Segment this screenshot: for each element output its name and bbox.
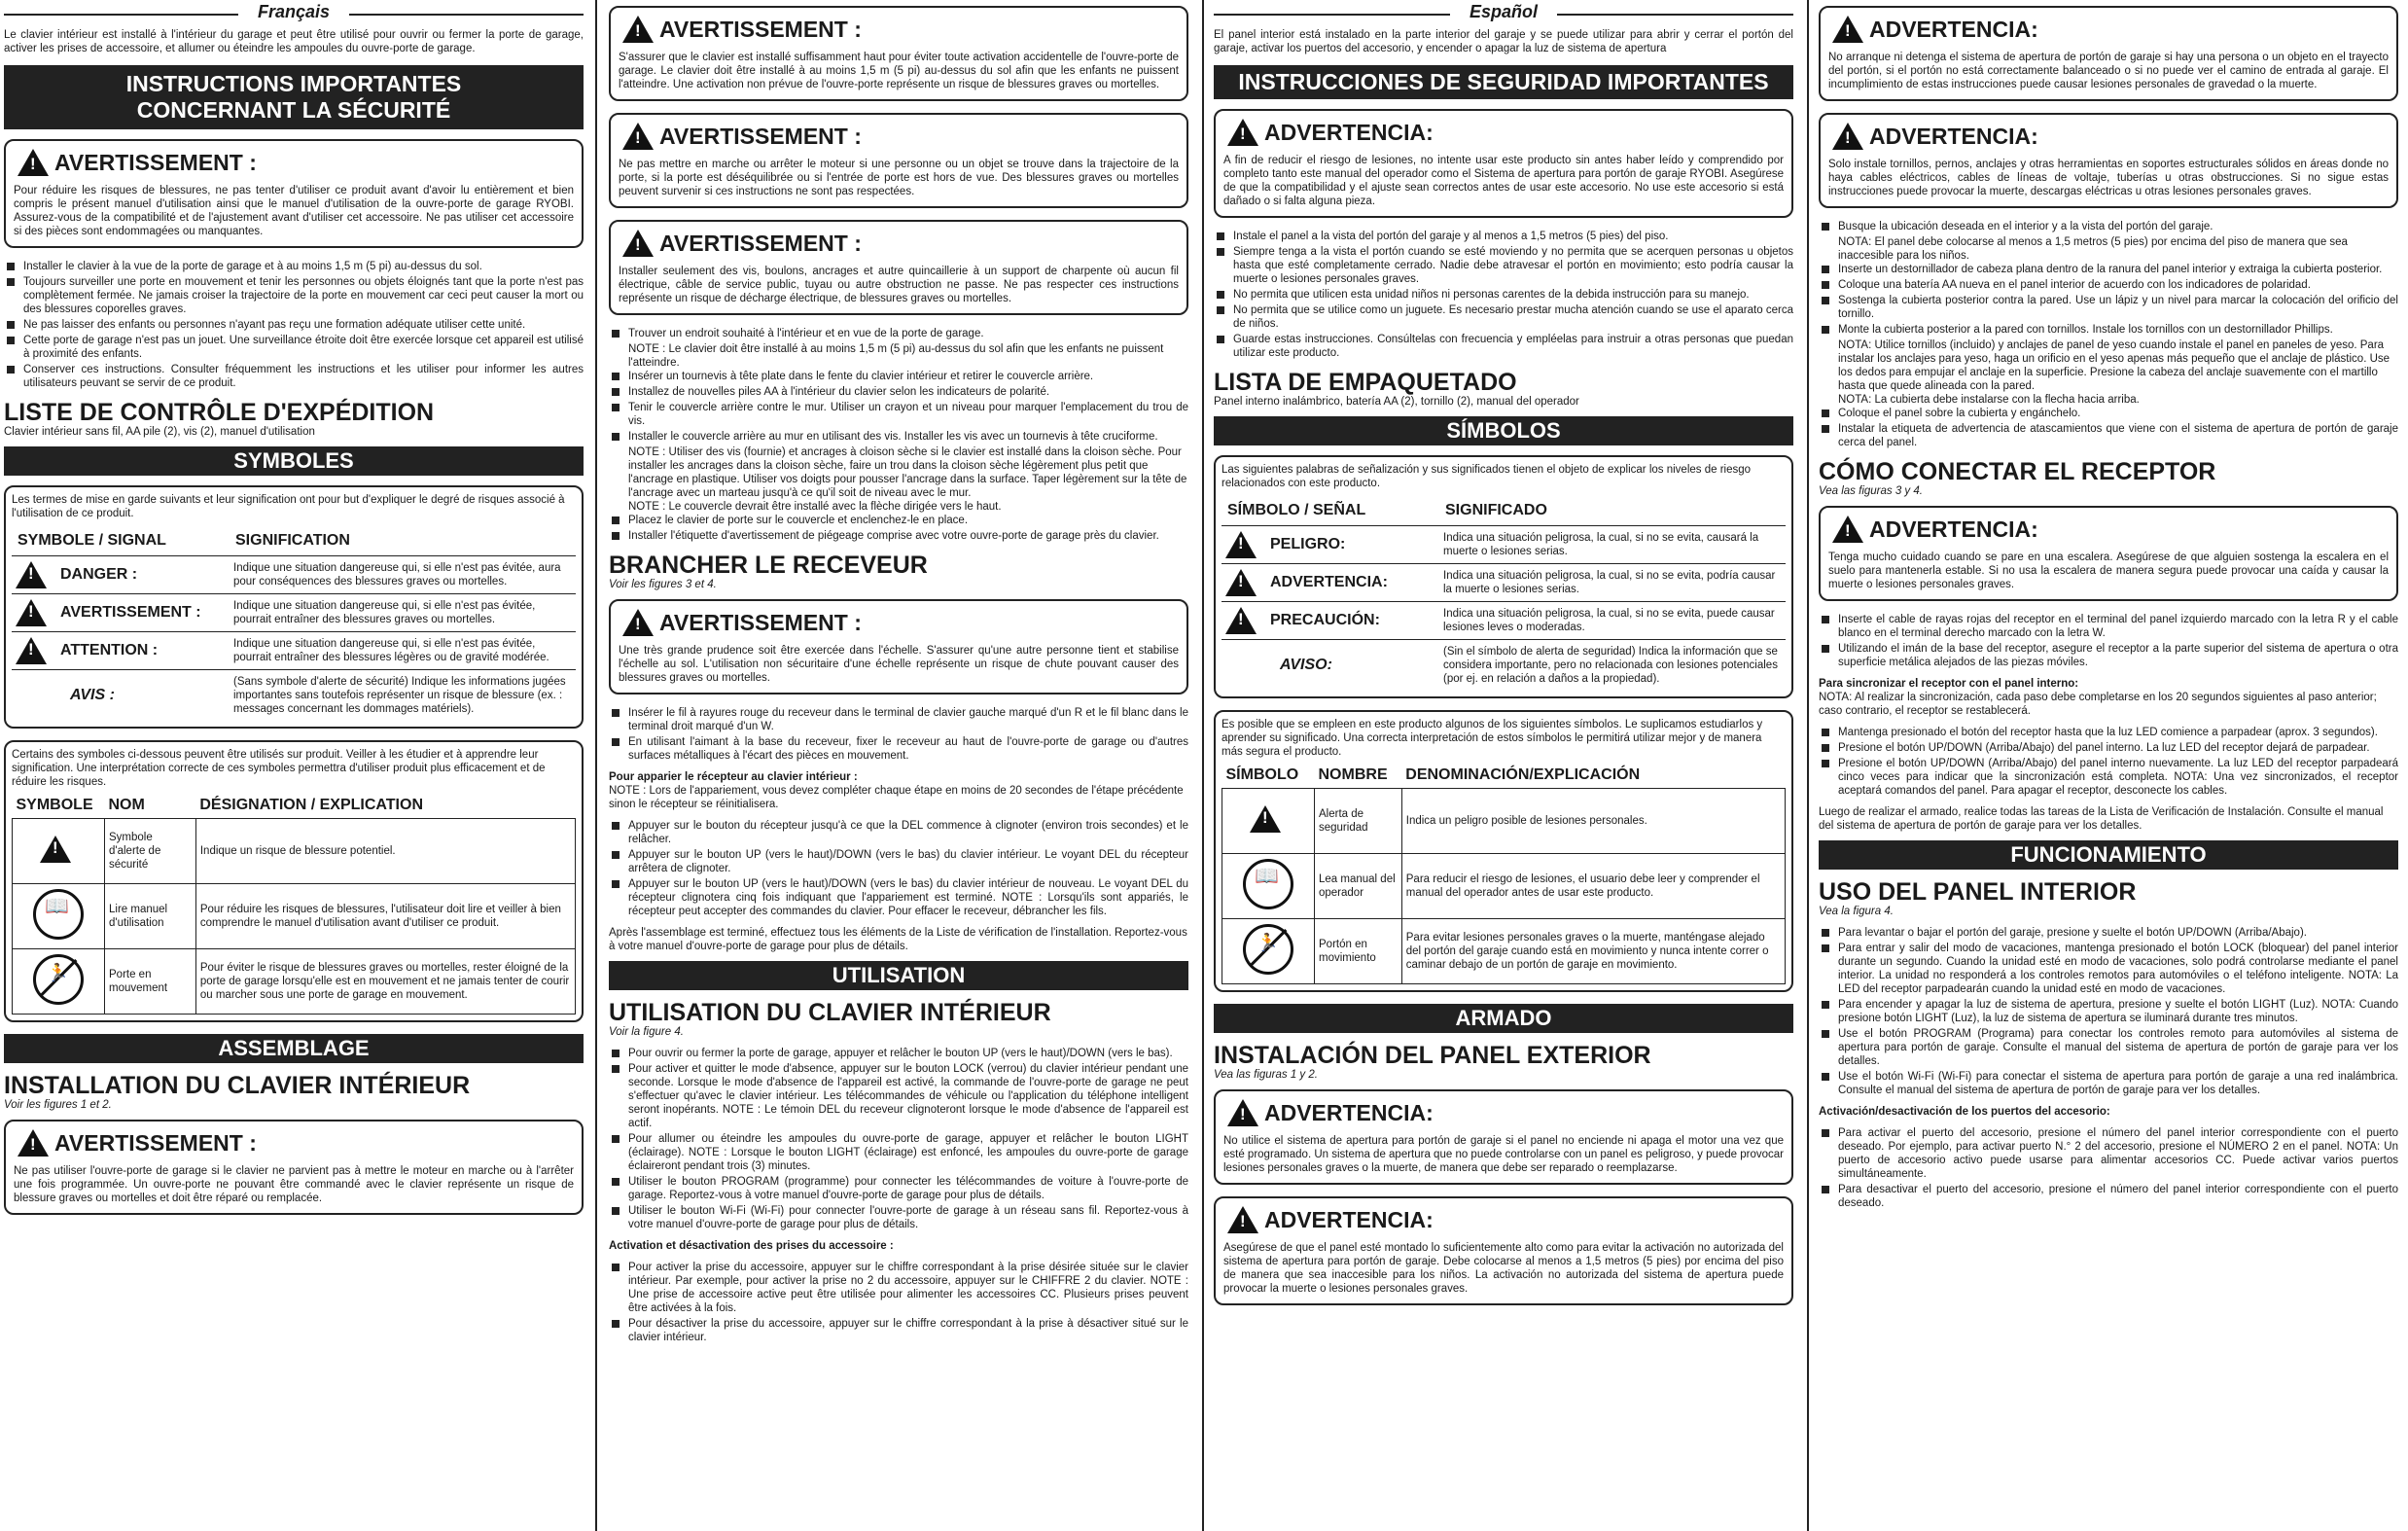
pack-title: LISTA DE EMPAQUETADO xyxy=(1214,369,1517,396)
safety-heading: INSTRUCTIONS IMPORTANTES CONCERNANT LA SÉCURITÉ xyxy=(4,65,584,129)
warning-icon xyxy=(622,230,654,257)
warning-icon xyxy=(1227,1206,1258,1233)
warning-box: ! ADVERTENCIA: Solo instale tornillos, pernos, anclajes y otras herramientas en soportes estructurales sólidos en áreas donde no haya cables eléctricos, cables de líneas de voltaje, tuberías u otras obstrucciones. Si no sigue estas instrucciones puede provocar la muerte, descargas eléctricas u otras lesiones personales graves. xyxy=(1819,113,2398,208)
warning-box: ! ADVERTENCIA: No arranque ni detenga el sistema de apertura de portón de garaje si hay una persona o un objeto en el trayecto del portón, si el portón no está correctamente balanceado o si no puede ver el camino de entrada al garaje. El incumplimiento de estas instrucciones puede causar lesiones personales de gravedad o la muerte. xyxy=(1819,6,2398,101)
accessory-list: Para activar el puerto del accesorio, presione el número del panel interior correspondiente con el puerto deseado. Por ejemplo, para activar puerto N.° 2 del accesorio, presione el NÚMERO 2 en el panel. NOTA: Un puerto de accesorio activo puede usarse para alimentar accesorios CC. Puede activar varios puertos simultáneamente. Para desactivar el puerto del accesorio, presione el número del panel interior correspondiente con el puerto deseado. xyxy=(1819,1126,2398,1210)
warning-box: ! ADVERTENCIA: No utilice el sistema de apertura para portón de garaje si el panel no enciende ni apaga el motor una vez que esté programado. Un sistema de apertura que no puede controlarse con un panel es peligroso, y puede provocar lesiones personales graves o la muerte, de manera que debe ser reparado o reemplazarse. xyxy=(1214,1089,1793,1185)
read-manual-icon xyxy=(1243,859,1293,909)
install-title: INSTALLATION DU CLAVIER INTÉRIEUR xyxy=(4,1072,471,1099)
safety-alert-icon xyxy=(40,836,71,863)
es-column-1: Español El panel interior está instalado en la parte interior del garaje y se puede utilizar para abrir y cerrar el portón del garaje, activar los puertos del accesorio, y encender o apagar la luz de sistema de apertura INSTRUCCIONES DE SEGURIDAD IMPORTANTES ! ADVERTENCIA: A fin de reducir el riesgo de lesiones, no intente usar este producto sin antes haber leído y comprendido por completo tanto este manual del operador como el Sistema de apertura para portón de garaje RYOBI. Asegúrese de que la compatibilidad y el ajuste sean correctos antes de usar este accesorio. No use este accesorio si está dañado o si falta alguna pieza. Instale el panel a la vista del portón del garaje y al menos a 1,5 metros (5 pies) del piso. Siempre tenga a la vista el portón cuando se esté moviendo y no permita que se acerquen personas u objetos hasta que esté completamente cerrado. Nadie debe atravesar el portón en movimiento; esto podría causar la muerte o lesiones personales graves. No permita que utilicen esta unidad niños ni personas carentes de la debida instrucción para su manejo. No permita que se utilice como un juguete. Es necesario prestar mucha atención cuando se use el aparato cerca de niños. Guarde estas instrucciones. Consúltelas con frecuencia y empléelas para instruir a otras personas que puedan utilizar este producto. LISTA DE EMPAQUETADO Panel interno inalámbrico, batería AA (2), tornillo (2), manual del operador SÍMBOLOS Las siguientes palabras de señalización y sus significados tienen el objeto de explicar los niveles de riesgo relacionados con este producto. SÍMBOLO / SEÑAL SIGNIFICADO !PELIGRO: Indica una situación peligrosa, la cual, si no se evita, causará la muerte o lesiones serias. !ADVERTENCIA: Indica una situación peligrosa, la cual, si no se evita, podría causar la muerte o lesiones serias. !PRECAUCIÓN: Indica una situación peligrosa, la cual, si no se evita, puede causar lesiones leves o moderadas. AVISO: (Sin el símbolo de alerta de seguridad) Indica la información que se considera importante, pero no relacionada con lesiones potenciales (por ej. en relación a daños a la propiedad). Es posible que se empleen en este producto algunos de los siguientes símbolos. Le suplicamos estudiarlos y aprender su significado. Una correcta interpretación de estos símbolos le permitirá utilizar mejor y de manera más segura el producto. SÍMBOLO NOMBRE DENOMINACIÓN/EXPLICACIÓN ! Alerta de seguridad Indica un peligro posible de lesiones personales. 📖 Lea manual del operador Para reducir el riesgo de lesiones, el usuario debe leer y comprender el manual del operador antes de usar este producto. 🏃 Portón en movimiento Para evitar lesiones personales graves o la muerte, manténgase alejado del portón del garaje cuando está en movimiento y nunca intente correr o caminar debajo de un portón de garaje en movimiento. ARMADO INSTALACIÓN DEL PANEL EXTERIOR Vea las figuras 1 y 2. ! ADVERTENCIA: No utilice el sistema de apertura para portón de garaje si el panel no enciende ni apaga el motor una vez que esté programado. Un sistema de apertura que no puede controlarse con un panel es peligroso, y puede provocar lesiones personales graves o la muerte, de manera que debe ser reparado o reemplazarse. ! ADVERTENCIA: Asegúrese de que el panel esté montado lo suficientemente alto como para evitar la activación no autorizada del sistema de apertura para portón de garaje. Debe colocarse al menos a 1,5 metros (5 pies) por encima del piso de manera que sea inaccesible para los niños. La activación no autorizada del sistema de apertura puede provocar la muerte o lesiones personales graves. xyxy=(1214,0,1793,1531)
warning-icon xyxy=(1225,531,1257,558)
fr-column-1 xyxy=(4,0,584,1531)
use-list: Pour ouvrir ou fermer la porte de garage, appuyer et relâcher le bouton UP (vers le haut)/DOWN (vers le bas). Pour activer et quitter le mode d'absence, appuyer sur le bouton LOCK (verrou) du clavier intérieur pendant une seconde. Lorsque le mode d'absence de l'appareil est activé, la commande de l'ouvre-porte de garage ne peut s'effectuer qu'avec le clavier intérieur. Les télécommandes de véhicule ou l'application du téléphone intelligent seront inopérants. NOTE : Le témoin DEL du receveur clignoteront lorsque le mode d'absence de l'appareil est actif. Pour allumer ou éteindre les ampoules du ouvre-porte de garage, appuyer et relâcher le bouton LIGHT (éclairage). NOTE : Lorsque le bouton LIGHT (éclairage) est enfoncé, les ampoules du ouvre-porte de garage éclaireront pendant trois (3) minutes. Utiliser le bouton PROGRAM (programme) pour connecter les télécommandes de voiture à l'ouvre-porte de garage. Reportez-vous à votre manuel d'ouvre-porte de garage pour plus de détails. Utiliser le bouton Wi-Fi (Wi-Fi) pour connecter l'ouvre-porte de garage à un réseau sans fil. Reportez-vous à votre manuel d'ouvre-porte de garage pour plus de détails. xyxy=(609,1047,1188,1231)
install-subtitle: Voir les figures 1 et 2. xyxy=(4,1099,112,1111)
symbols-box: Es posible que se empleen en este producto algunos de los siguientes símbolos. Le suplicamos estudiarlos y aprender su significado. Una correcta interpretación de estos símbolos le permitirá utilizar mejor y de manera más segura el producto. SÍMBOLO NOMBRE DENOMINACIÓN/EXPLICACIÓN ! Alerta de seguridad Indica un peligro posible de lesiones personales. 📖 Lea manual del operador Para reducir el riesgo de lesiones, el usuario debe leer y comprender el manual del operador antes de usar este producto. 🏃 Portón en movimiento Para evitar lesiones personales graves o la muerte, manténgase alejado del portón del garaje cuando está en movimiento y nunca intente correr o caminar debajo de un portón de garaje en movimiento. xyxy=(1214,710,1793,992)
accessory-list: Pour activer la prise du accessoire, appuyer sur le chiffre correspondant à la prise désirée située sur le clavier intérieur. Par exemple, pour activer la prise no 2 du accessoire, appuyer sur le CHIFFRE 2 du clavier. NOTE : Une prise de accessoire active peut être utilisée pour alimenter les accessoires CC. Plusieurs prises peuvent être activées à la fois. Pour désactiver la prise du accessoire, appuyer sur le chiffre correspondant à la prise à désactiver situé sur le clavier intérieur. xyxy=(609,1261,1188,1344)
warning-box: ! ADVERTENCIA: A fin de reducir el riesgo de lesiones, no intente usar este producto sin antes haber leído y comprendido por completo tanto este manual del operador como el Sistema de apertura para portón de garaje RYOBI. Asegúrese de que la compatibilidad y el ajuste sean correctos antes de usar este accesorio. No use este accesorio si está dañado o si falta alguna pieza. xyxy=(1214,109,1793,218)
es-column-2: ! ADVERTENCIA: No arranque ni detenga el sistema de apertura de portón de garaje si hay una persona o un objeto en el trayecto del portón, si el portón no está correctamente balanceado o si no puede ver el camino de entrada al garaje. El incumplimiento de estas instrucciones puede causar lesiones personales de gravedad o la muerte. ! ADVERTENCIA: Solo instale tornillos, pernos, anclajes y otras herramientas en soportes estructurales sólidos en áreas donde no haya cables eléctricos, cables de líneas de voltaje, tuberías u otras obstrucciones. Si no sigue estas instrucciones puede provocar la muerte, descargas eléctricas u otras lesiones personales graves. Busque la ubicación deseada en el interior y a la vista del portón del garaje. NOTA: El panel debe colocarse al menos a 1,5 metros (5 pies) por encima del piso de manera que sea inaccesible para los niños. Inserte un destornillador de cabeza plana dentro de la ranura del panel interior y extraiga la cubierta posterior. Coloque una batería AA nueva en el panel interior de acuerdo con los indicadores de polaridad. Sostenga la cubierta posterior contra la pared. Use un lápiz y un nivel para marcar la colocación del orificio del tornillo. Monte la cubierta posterior a la pared con tornillos. Instale los tornillos con un destornillador Phillips. NOTA: Utilice tornillos (incluido) y anclajes de panel de yeso cuando instale el panel en paneles de yeso. Para instalar los anclajes para yeso, haga un orificio en el yeso apenas más pequeño que el anclaje de plástico. Use los dedos para empujar el anclaje en la superficie. Presione la cabeza del anclaje suavemente con el martillo hasta que quede alineada con la pared. NOTA: La cubierta debe instalarse con la flecha hacia arriba. Coloque el panel sobre la cubierta y engánchelo. Instalar la etiqueta de advertencia de atascamientos que viene con el sistema de apertura de portón de garaje cerca del panel. CÓMO CONECTAR EL RECEPTOR Vea las figuras 3 y 4. ! ADVERTENCIA: Tenga mucho cuidado cuando se pare en una escalera. Asegúrese de que alguien sostenga la escalera en el suelo para mantenerla estable. Si no usa la escalera de manera segura puede provocar una caída y causar la muerte o lesiones personales graves. Inserte el cable de rayas rojas del receptor en el terminal del panel izquierdo marcado con la letra R y el cable blanco en el terminal derecho marcado con la letra W. Utilizando el imán de la base del receptor, asegure el receptor a la parte superior del sistema de apertura o otra superficie metálica alejados de las piezas móviles. Para sincronizar el receptor con el panel interno: NOTA: Al realizar la sincronización, cada paso debe completarse en los 20 segundos siguientes al paso anterior; caso contrario, el receptor se restablecerá. Mantenga presionado el botón del receptor hasta que la luz LED comience a parpadear (aprox. 3 segundos). Presione el botón UP/DOWN (Arriba/Abajo) del panel interno. La luz LED del receptor dejará de parpadear. Presione el botón UP/DOWN (Arriba/Abajo) del panel interno nuevamente. La luz LED del receptor parpadeará cinco veces para indicar que la sincronización está completa. NOTA: Una vez sincronizados, el receptor aceptará comandos del panel. Para apagar el receptor, desconecte los cables. Luego de realizar el armado, realice todas las tareas de la Lista de Verificación de Instalación. Consulte el manual del sistema de apertura de portón de garaje para ver los detalles. FUNCIONAMIENTO USO DEL PANEL INTERIOR Vea la figura 4. Para levantar o bajar el portón del garaje, presione y suelte el botón UP/DOWN (Arriba/Abajo). Para entrar y salir del modo de vacaciones, mantenga presionado el botón LOCK (bloquear) del panel interior durante un segundo. Cuando la unidad esté en modo de vacaciones, solo podrá controlarse mediante el panel interior. La unidad no responderá a los controles remotos para automóviles o el teléfono inteligente. NOTA: La LED del receptor parpadearán cuando la unidad esté en modo de vacaciones. Para encender y apagar la luz de sistema de apertura, presione y suelte el botón LIGHT (Luz). NOTA: Cuando presione botón LIGHT (Luz), la luz de sistema de apertura se iluminará durante tres minutos. Use el botón PROGRAM (Programa) para conectar los controles remoto para automóviles al sistema de apertura para portón de garaje. Consulte el manual del sistema de apertura de portón de garaje para ver los detalles. Use el botón Wi-Fi (Wi-Fi) para conectar el sistema de apertura para portón de garaje a una red inalámbrica. Consulte el manual del sistema de apertura de portón de garaje para ver los detalles. Activación/desactivación de los puertos del accesorio: Para activar el puerto del accesorio, presione el número del panel interior correspondiente con el puerto deseado. Por ejemplo, para activar puerto N.° 2 del accesorio, presione el NÚMERO 2 en el panel. NOTA: Un puerto de accesorio activo puede usarse para alimentar accesorios CC. Puede activar varios puertos simultáneamente. Para desactivar el puerto del accesorio, presione el número del panel interior correspondiente con el puerto deseado. xyxy=(1819,0,2398,1531)
warning-icon xyxy=(16,637,47,664)
symbols-table: SYMBOLE NOM DÉSIGNATION / EXPLICATION ! Symbole d'alerte de sécurité Indique un risque de blessure potentiel. 📖 Lire manuel d'utilisation Pour réduire les risques de blessures, l'utilisateur doit lire et veiller à bien comprendre le manuel d'utilisation avant d'utiliser ce produit. 🏃 Porte en mouvement Pour éviter le risque de blessures graves ou mortelles, rester éloigné de la porte de garage lorsqu'elle est en mouvement et ne jamais tenter de courir ou marcher sous une porte de garage en mouvement. xyxy=(12,795,576,1015)
column-divider xyxy=(1202,0,1204,1531)
read-manual-icon xyxy=(33,889,84,940)
warning-box: ! ADVERTENCIA: Tenga mucho cuidado cuando se pare en una escalera. Asegúrese de que alguien sostenga la escalera en el suelo para mantenerla estable. Si no usa la escalera de manera segura puede provocar una caída y causar la muerte o lesiones personales graves. xyxy=(1819,506,2398,601)
warning-box: ! AVERTISSEMENT : Une très grande prudence soit être exercée dans l'échelle. S'assurer qu'une autre personne tient et stabilise l'échelle au sol. L'utilisation non sécuritaire d'une échelle représente un risque de chute pouvant causer des blessures graves ou mortelles. xyxy=(609,599,1188,694)
warning-box: ! AVERTISSEMENT : Installer seulement des vis, boulons, ancrages et autre quincaillerie à un support de charpente où aucun fil électrique, câble de service public, tuyau ou autre obstruction ne passe. Ne pas respecter ces instructions représente un risque de décharge électrique, de blessures graves ou mortelles. xyxy=(609,220,1188,315)
receiver-title: BRANCHER LE RECEVEUR xyxy=(609,552,928,579)
warning-box: ! AVERTISSEMENT : Ne pas utiliser l'ouvre-porte de garage si le clavier ne parvient pas à mettre le moteur en marche ou à l'arrêter une fois programmée. Un ouvre-porte ne pouvant être commandé avec le clavier représente un risque de blessure graves ou mortelles et doit être réparé ou remplacée. xyxy=(4,1120,584,1215)
receiver-list: Insérer le fil à rayures rouge du receveur dans le terminal de clavier gauche marqué d'un R et le fil blanc dans le terminal droit marqué d'un W. En utilisant l'aimant à la base du receveur, fixer le receveur au haut de l'ouvre-porte de garage ou d'autres surfaces métalliques à l'écart des pièces en mouvement. xyxy=(609,706,1188,763)
use-heading: UTILISATION xyxy=(609,961,1188,990)
use-title: USO DEL PANEL INTERIOR xyxy=(1819,878,2137,906)
assembly-heading: ASSEMBLAGE xyxy=(4,1034,584,1063)
warning-icon xyxy=(622,123,654,150)
warning-icon xyxy=(1832,16,1863,43)
language-header: Español xyxy=(1214,2,1793,22)
warning-icon xyxy=(1832,516,1863,543)
pairing-list: Mantenga presionado el botón del receptor hasta que la luz LED comience a parpadear (aprox. 3 segundos). Presione el botón UP/DOWN (Arriba/Abajo) del panel interno. La luz LED del receptor dejará de parpadear. Presione el botón UP/DOWN (Arriba/Abajo) del panel interno nuevamente. La luz LED del receptor parpadeará cinco veces para indicar que la sincronización está completa. NOTA: Una vez sincronizados, el receptor aceptará comandos del panel. Para apagar el receptor, desconecte los cables. xyxy=(1819,726,2398,798)
warning-icon xyxy=(16,599,47,626)
receiver-list: Inserte el cable de rayas rojas del receptor en el terminal del panel izquierdo marcado con la letra R y el cable blanco en el terminal derecho marcado con la letra W. Utilizando el imán de la base del receptor, asegure el receptor a la parte superior del sistema de apertura o otra superficie metálica alejados de las piezas móviles. xyxy=(1819,613,2398,669)
safety-list: Instale el panel a la vista del portón del garaje y al menos a 1,5 metros (5 pies) del piso. Siempre tenga a la vista el portón cuando se esté moviendo y no permita que se acerquen personas u objetos hasta que esté completamente cerrado. Nadie debe atravesar el portón en movimiento; esto podría causar la muerte o lesiones personales graves. No permita que utilicen esta unidad niños ni personas carentes de la debida instrucción para su manejo. No permita que se utilice como un juguete. Es necesario prestar mucha atención cuando se use el aparato cerca de niños. Guarde estas instrucciones. Consúltelas con frecuencia y empléelas para instruir a otras personas que puedan utilizar este producto. xyxy=(1214,230,1793,360)
moving-door-icon xyxy=(33,954,84,1005)
safety-alert-icon xyxy=(1250,805,1281,833)
moving-door-icon xyxy=(1243,924,1293,975)
use-heading: FUNCIONAMIENTO xyxy=(1819,840,2398,870)
column-divider xyxy=(1807,0,1809,1531)
install-steps: Busque la ubicación deseada en el interior y a la vista del portón del garaje. NOTA: El panel debe colocarse al menos a 1,5 metros (5 pies) por encima del piso de manera que sea inaccesible para los niños. Inserte un destornillador de cabeza plana dentro de la ranura del panel interior y extraiga la cubierta posterior. Coloque una batería AA nueva en el panel interior de acuerdo con los indicadores de polaridad. Sostenga la cubierta posterior contra la pared. Use un lápiz y un nivel para marcar la colocación del orificio del tornillo. Monte la cubierta posterior a la pared con tornillos. Instale los tornillos con un destornillador Phillips. NOTA: Utilice tornillos (incluido) y anclajes de panel de yeso cuando instale el panel en paneles de yeso. Para instalar los anclajes para yeso, haga un orificio en el yeso apenas más pequeño que el anclaje de plástico. Use los dedos para empujar el anclaje en la superficie. Presione la cabeza del anclaje suavemente con el martillo hasta que quede alineada con la pared. NOTA: La cubierta debe instalarse con la flecha hacia arriba. Coloque el panel sobre la cubierta y engánchelo. Instalar la etiqueta de advertencia de atascamientos que viene con el sistema de apertura de portón de garaje cerca del panel. xyxy=(1819,220,2398,449)
warning-icon xyxy=(622,609,654,636)
signal-table: SYMBOLE / SIGNAL SIGNIFICATION !DANGER : Indique une situation dangereuse qui, si elle n'est pas évitée, aura pour conséquences des blessures graves ou mortelles. !AVERTISSEMENT : Indique une situation dangereuse qui, si elle n'est pas évitée, pourrait entraîner des blessures graves ou mortelles. !ATTENTION : Indique une situation dangereuse qui, si elle n'est pas évitée, pourrait entraîner des blessures légères ou de gravité modérée. AVIS : (Sans symbole d'alerte de sécurité) Indique les informations jugées importantes sans toutefois représenter un risque de blessure (ex. : messages concernant les dommages matériels). xyxy=(12,528,576,721)
signal-words-box: Les termes de mise en garde suivants et leur signification ont pour but d'expliquer le degré de risques associé à l'utilisation de ce produit. SYMBOLE / SIGNAL SIGNIFICATION !DANGER : Indique une situation dangereuse qui, si elle n'est pas évitée, aura pour conséquences des blessures graves ou mortelles. !AVERTISSEMENT : Indique une situation dangereuse qui, si elle n'est pas évitée, pourrait entraîner des blessures graves ou mortelles. !ATTENTION : Indique une situation dangereuse qui, si elle n'est pas évitée, pourrait entraîner des blessures légères ou de gravité modérée. AVIS : (Sans symbole d'alerte de sécurité) Indique les informations jugées importantes sans toutefois représenter un risque de blessure (ex. : messages concernant les dommages matériels). xyxy=(4,485,584,729)
warning-icon xyxy=(16,561,47,588)
column-divider xyxy=(595,0,597,1531)
warning-box: ! AVERTISSEMENT : Ne pas mettre en marche ou arrêter le moteur si une personne ou un objet se trouve dans la trajectoire de la porte, si la porte est déséquilibrée ou si l'entrée de porte est hors de vue. Des blessures graves ou mortelles peuvent survenir si ces instructions ne sont pas respectées. xyxy=(609,113,1188,208)
warning-icon xyxy=(1227,1099,1258,1126)
checklist-title: LISTE DE CONTRÔLE D'EXPÉDITION xyxy=(4,399,435,426)
assembly-heading: ARMADO xyxy=(1214,1004,1793,1033)
warning-icon xyxy=(1227,119,1258,146)
symbols-heading: SYMBOLES xyxy=(4,446,584,476)
symbols-heading: SÍMBOLOS xyxy=(1214,416,1793,445)
install-steps: Trouver un endroit souhaité à l'intérieur et en vue de la porte de garage. NOTE : Le clavier doit être installé à au moins 1,5 m (5 pi) au-dessus du sol afin que les enfants ne puissent l'atteindre. Insérer un tournevis à tête plate dans le fente du clavier intérieur et retirer le couvercle arrière. Installez de nouvelles piles AA à l'intérieur du clavier selon les indicateurs de polarité. Tenir le couvercle arrière contre le mur. Utiliser un crayon et un niveau pour marquer l'emplacement du trou de vis. Installer le couvercle arrière au mur en utilisant des vis. Installer les vis avec un tournevis à tête cruciforme. NOTE : Utiliser des vis (fournie) et ancrages à cloison sèche si le clavier est installé dans la cloison sèche. Pour installer les ancrages dans la cloison sèche, faire un trou dans la cloison sèche légèrement plus petit que l'ancrage en plastique. Utiliser vos doigts pour pousser l'ancrage dans la surface. Taper légèrement sur la tête de l'ancrage avec un marteau jusqu'à ce qu'il soit de niveau avec le mur. NOTE : Le couvercle devrait être installé avec la flèche dirigée vers le haut. Placez le clavier de porte sur le couvercle et enclenchez-le en place. Installer l'étiquette d'avertissement de piégeage comprise avec votre ouvre-porte de garage près du clavier. xyxy=(609,327,1188,543)
safety-list: Installer le clavier à la vue de la porte de garage et à au moins 1,5 m (5 pi) au-dessus du sol. Toujours surveiller une porte en mouvement et tenir les personnes ou objets éloignés tant que la porte n'est pas complètement fermée. Ne jamais croiser la trajectoire de la porte en mouvement car ceci peut causer la mort ou des blessures coporelles graves. Ne pas laisser des enfants ou personnes n'ayant pas reçu une formation adéquate utiliser cette unité. Cette porte de garage n'est pas un jouet. Une surveillance étroite doit être exercée lorsque cet appareil est utilisé à proximité des enfants. Conserver ces instructions. Consulter fréquemment les instructions et les utiliser pour informer les autres utilisateurs peuvant se servir de ce produit. xyxy=(4,260,584,390)
receiver-title: CÓMO CONECTAR EL RECEPTOR xyxy=(1819,458,2216,485)
warning-box: ! AVERTISSEMENT : S'assurer que le clavier est installé suffisamment haut pour éviter toute activation accidentelle de l'ouvre-porte de garage. Le clavier doit être installé à au moins 1,5 m (5 pi) au-dessus du sol afin que les enfants ne puissent l'atteindre. Une activation non prévue de l'ouvre-porte représente un risque de blessures graves ou mortelles. xyxy=(609,6,1188,101)
language-header: Français xyxy=(4,2,584,22)
intro-text: Le clavier intérieur est installé à l'intérieur du garage et peut être utilisé pour ouvrir ou fermer la porte de garage, activer les prises de accessoire, et allumer ou éteindre les ampoules du ouvre-porte de garage. xyxy=(4,29,584,54)
safety-heading: INSTRUCCIONES DE SEGURIDAD IMPORTANTES xyxy=(1214,65,1793,99)
use-list: Para levantar o bajar el portón del garaje, presione y suelte el botón UP/DOWN (Arriba/Abajo). Para entrar y salir del modo de vacaciones, mantenga presionado el botón LOCK (bloquear) del panel interior durante un segundo. Cuando la unidad esté en modo de vacaciones, solo podrá controlarse mediante el panel interior. La unidad no responderá a los controles remotos para automóviles o el teléfono inteligente. NOTA: La LED del receptor parpadearán cuando la unidad esté en modo de vacaciones. Para encender y apagar la luz de sistema de apertura, presione y suelte el botón LIGHT (Luz). NOTA: Cuando presione botón LIGHT (Luz), la luz de sistema de apertura se iluminará durante tres minutos. Use el botón PROGRAM (Programa) para conectar los controles remoto para automóviles al sistema de apertura para portón de garaje. Consulte el manual del sistema de apertura de portón de garaje para ver los detalles. Use el botón Wi-Fi (Wi-Fi) para conectar el sistema de apertura para portón de garaje a una red inalámbrica. Consulte el manual del sistema de apertura de portón de garaje para ver los detalles. xyxy=(1819,926,2398,1097)
warning-icon xyxy=(18,1129,49,1157)
warning-icon xyxy=(1832,123,1863,150)
install-title: INSTALACIÓN DEL PANEL EXTERIOR xyxy=(1214,1042,1651,1069)
warning-icon xyxy=(1225,607,1257,634)
warning-icon xyxy=(1225,569,1257,596)
signal-words-box: Las siguientes palabras de señalización y sus significados tienen el objeto de explicar los niveles de riesgo relacionados con este producto. SÍMBOLO / SEÑAL SIGNIFICADO !PELIGRO: Indica una situación peligrosa, la cual, si no se evita, causará la muerte o lesiones serias. !ADVERTENCIA: Indica una situación peligrosa, la cual, si no se evita, podría causar la muerte o lesiones serias. !PRECAUCIÓN: Indica una situación peligrosa, la cual, si no se evita, puede causar lesiones leves o moderadas. AVISO: (Sin el símbolo de alerta de seguridad) Indica la información que se considera importante, pero no relacionada con lesiones potenciales (por ej. en relación a daños a la propiedad). xyxy=(1214,455,1793,698)
symbols-table: SÍMBOLO NOMBRE DENOMINACIÓN/EXPLICACIÓN ! Alerta de seguridad Indica un peligro posible de lesiones personales. 📖 Lea manual del operador Para reducir el riesgo de lesiones, el usuario debe leer y comprender el manual del operador antes de usar este producto. 🏃 Portón en movimiento Para evitar lesiones personales graves o la muerte, manténgase alejado del portón del garaje cuando está en movimiento y nunca intente correr o caminar debajo de un portón de garaje en movimiento. xyxy=(1222,765,1786,984)
symbols-box: Certains des symboles ci-dessous peuvent être utilisés sur produit. Veiller à les étudier et à apprendre leur signification. Une interprétation correcte de ces symboles permettra d'utiliser produit plus efficacement et de réduire les risques. SYMBOLE NOM DÉSIGNATION / EXPLICATION ! Symbole d'alerte de sécurité Indique un risque de blessure potentiel. 📖 Lire manuel d'utilisation Pour réduire les risques de blessures, l'utilisateur doit lire et veiller à bien comprendre le manuel d'utilisation avant d'utiliser ce produit. 🏃 Porte en mouvement Pour éviter le risque de blessures graves ou mortelles, rester éloigné de la porte de garage lorsqu'elle est en mouvement et ne jamais tenter de courir ou marcher sous une porte de garage en mouvement. xyxy=(4,740,584,1022)
checklist-text: Clavier intérieur sans fil, AA pile (2), vis (2), manuel d'utilisation xyxy=(4,426,315,438)
warning-box: ! ADVERTENCIA: Asegúrese de que el panel esté montado lo suficientemente alto como para evitar la activación no autorizada del sistema de apertura para portón de garaje. Debe colocarse al menos a 1,5 metros (5 pies) por encima del piso de manera que sea inaccesible para los niños. La activación no autorizada del sistema de apertura puede provocar la muerte o lesiones personales graves. xyxy=(1214,1196,1793,1305)
use-title: UTILISATION DU CLAVIER INTÉRIEUR xyxy=(609,999,1051,1026)
fr-column-2: ! AVERTISSEMENT : S'assurer que le clavier est installé suffisamment haut pour éviter toute activation accidentelle de l'ouvre-porte de garage. Le clavier doit être installé à au moins 1,5 m (5 pi) au-dessus du sol afin que les enfants ne puissent l'atteindre. Une activation non prévue de l'ouvre-porte représente un risque de blessures graves ou mortelles. ! AVERTISSEMENT : Ne pas mettre en marche ou arrêter le moteur si une personne ou un objet se trouve dans la trajectoire de la porte, si la porte est déséquilibrée ou si l'entrée de porte est hors de vue. Des blessures graves ou mortelles peuvent survenir si ces instructions ne sont pas respectées. ! AVERTISSEMENT : Installer seulement des vis, boulons, ancrages et autre quincaillerie à un support de charpente où aucun fil électrique, câble de service public, tuyau ou autre obstruction ne passe. Ne pas respecter ces instructions représente un risque de décharge électrique, de blessures graves ou mortelles. Trouver un endroit souhaité à l'intérieur et en vue de la porte de garage. NOTE : Le clavier doit être installé à au moins 1,5 m (5 pi) au-dessus du sol afin que les enfants ne puissent l'atteindre. Insérer un tournevis à tête plate dans le fente du clavier intérieur et retirer le couvercle arrière. Installez de nouvelles piles AA à l'intérieur du clavier selon les indicateurs de polarité. Tenir le couvercle arrière contre le mur. Utiliser un crayon et un niveau pour marquer l'emplacement du trou de vis. Installer le couvercle arrière au mur en utilisant des vis. Installer les vis avec un tournevis à tête cruciforme. NOTE : Utiliser des vis (fournie) et ancrages à cloison sèche si le clavier est installé dans la cloison sèche. Pour installer les ancrages dans la cloison sèche, faire un trou dans la cloison sèche légèrement plus petit que l'ancrage en plastique. Utiliser vos doigts pour pousser l'ancrage dans la surface. Taper légèrement sur la tête de l'ancrage avec un marteau jusqu'à ce qu'il soit de niveau avec le mur. NOTE : Le couvercle devrait être installé avec la flèche dirigée vers le haut. Placez le clavier de porte sur le couvercle et enclenchez-le en place. Installer l'étiquette d'avertissement de piégeage comprise avec votre ouvre-porte de garage près du clavier. BRANCHER LE RECEVEUR Voir les figures 3 et 4. ! AVERTISSEMENT : Une très grande prudence soit être exercée dans l'échelle. S'assurer qu'une autre personne tient et stabilise l'échelle au sol. L'utilisation non sécuritaire d'une échelle représente un risque de chute pouvant causer des blessures graves ou mortelles. Insérer le fil à rayures rouge du receveur dans le terminal de clavier gauche marqué d'un R et le fil blanc dans le terminal droit marqué d'un W. En utilisant l'aimant à la base du receveur, fixer le receveur au haut de l'ouvre-porte de garage ou d'autres surfaces métalliques à l'écart des pièces en mouvement. Pour apparier le récepteur au clavier intérieur : NOTE : Lors de l'appariement, vous devez compléter chaque étape en moins de 20 secondes de l'étape précédente sinon le récepteur se réinitialisera. Appuyer sur le bouton du récepteur jusqu'à ce que la DEL commence à clignoter (environ trois secondes) et le relâcher. Appuyer sur le bouton UP (vers le haut)/DOWN (vers le bas) du clavier intérieur. Le voyant DEL du récepteur arrêtera de clignoter. Appuyer sur le bouton UP (vers le haut)/DOWN (vers le bas) du clavier intérieur de nouveau. Le voyant DEL du récepteur clignotera cinq fois indiquant que l'appariement est terminé. NOTE : Lorsqu'ils sont appariés, le récepteur peut accepter des commandes du clavier. Pour effacer le receveur, débrancher les fils. Après l'assemblage est terminé, effectuez tous les éléments de la Liste de vérification de l'installation. Reportez-vous à votre manuel d'ouvre-porte de garage pour plus de détails. UTILISATION UTILISATION DU CLAVIER INTÉRIEUR Voir la figure 4. Pour ouvrir ou fermer la porte de garage, appuyer et relâcher le bouton UP (vers le haut)/DOWN (vers le bas). Pour activer et quitter le mode d'absence, appuyer sur le bouton LOCK (verrou) du clavier intérieur pendant une seconde. Lorsque le mode d'absence de l'appareil est activé, la commande de l'ouvre-porte de garage ne peut s'effectuer qu'avec le clavier intérieur. Les télécommandes de véhicule ou l'application du téléphone intelligent seront inopérants. NOTE : Le témoin DEL du receveur clignoteront lorsque le mode d'absence de l'appareil est actif. Pour allumer ou éteindre les ampoules du ouvre-porte de garage, appuyer et relâcher le bouton LIGHT (éclairage). NOTE : Lorsque le bouton LIGHT (éclairage) est enfoncé, les ampoules du ouvre-porte de garage éclaireront pendant trois (3) minutes. Utiliser le bouton PROGRAM (programme) pour connecter les télécommandes de voiture à l'ouvre-porte de garage. Reportez-vous à votre manuel d'ouvre-porte de garage pour plus de détails. Utiliser le bouton Wi-Fi (Wi-Fi) pour connecter l'ouvre-porte de garage à un réseau sans fil. Reportez-vous à votre manuel d'ouvre-porte de garage pour plus de détails. Activation et désactivation des prises du accessoire : Pour activer la prise du accessoire, appuyer sur le chiffre correspondant à la prise désirée située sur le clavier intérieur. Par exemple, pour activer la prise no 2 du accessoire, appuyer sur le CHIFFRE 2 du clavier. NOTE : Une prise de accessoire active peut être utilisée pour alimenter les accessoires CC. Plusieurs prises peuvent être activées à la fois. Pour désactiver la prise du accessoire, appuyer sur le chiffre correspondant à la prise à désactiver situé sur le clavier intérieur. xyxy=(609,0,1188,1531)
warning-icon xyxy=(18,149,49,176)
warning-box: ! AVERTISSEMENT : Pour réduire les risques de blessures, ne pas tenter d'utiliser ce produit avant d'avoir lu entièrement et bien compris le présent manuel d'utilisation ainsi que le manuel d'utilisation de la ouvre-porte de garage RYOBI. Assurez-vous de la compatibilité et de l'ajustement avant d'utiliser cet accessoire. Ne pas utiliser cet accessoire si des pièces sont endommagées ou manquantes. xyxy=(4,139,584,248)
warning-icon xyxy=(622,16,654,43)
pairing-list: Appuyer sur le bouton du récepteur jusqu'à ce que la DEL commence à clignoter (environ trois secondes) et le relâcher. Appuyer sur le bouton UP (vers le haut)/DOWN (vers le bas) du clavier intérieur. Le voyant DEL du récepteur arrêtera de clignoter. Appuyer sur le bouton UP (vers le haut)/DOWN (vers le bas) du clavier intérieur de nouveau. Le voyant DEL du récepteur clignotera cinq fois indiquant que l'appariement est terminé. NOTE : Lorsqu'ils sont appariés, le récepteur peut accepter des commandes du clavier. Pour effacer le receveur, débrancher les fils. xyxy=(609,819,1188,918)
signal-table: SÍMBOLO / SEÑAL SIGNIFICADO !PELIGRO: Indica una situación peligrosa, la cual, si no se evita, causará la muerte o lesiones serias. !ADVERTENCIA: Indica una situación peligrosa, la cual, si no se evita, podría causar la muerte o lesiones serias. !PRECAUCIÓN: Indica una situación peligrosa, la cual, si no se evita, puede causar lesiones leves o moderadas. AVISO: (Sin el símbolo de alerta de seguridad) Indica la información que se considera importante, pero no relacionada con lesiones potenciales (por ej. en relación a daños a la propiedad). xyxy=(1222,498,1786,691)
